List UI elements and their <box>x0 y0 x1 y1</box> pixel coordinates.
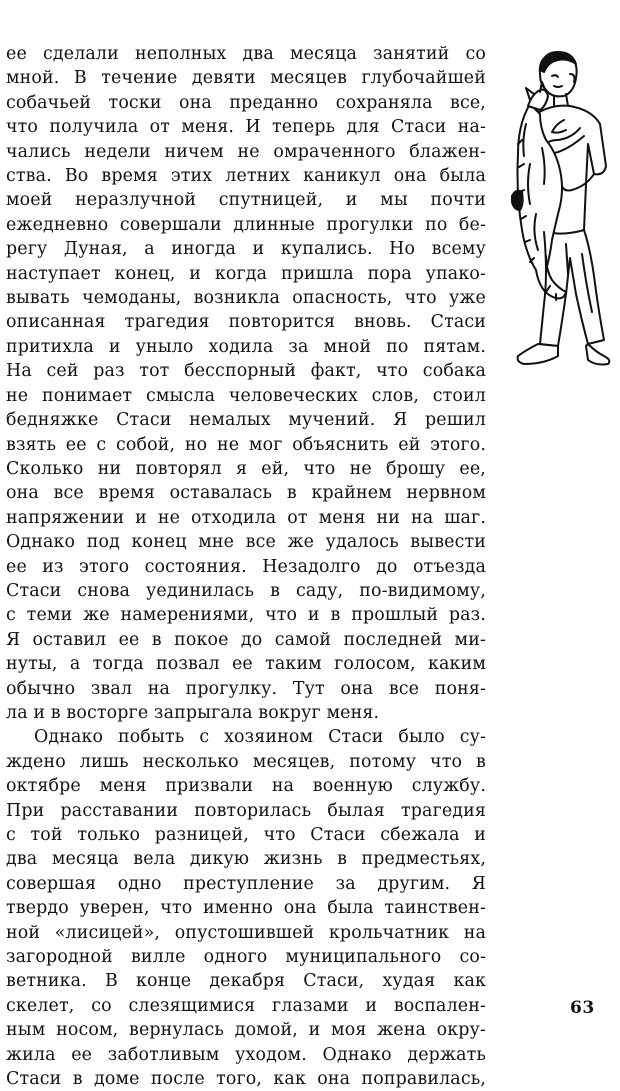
text-line: напряжении и не отходила от меня ни на шаг. <box>6 507 486 528</box>
text-line: регу Дуная, а иногда и купались. Но всему <box>6 239 486 260</box>
text-line: ной «лисицей», опустошившей крольчатник на <box>6 922 486 943</box>
text-line: нуты, а тогда позвал ее таким голосом, каким <box>6 654 486 675</box>
text-line: обычно звал на прогулку. Тут она все поня- <box>6 678 486 699</box>
text-line: что получила от меня. И теперь для Стаси на- <box>6 117 486 138</box>
text-line: Стаси в доме после того, как она поправилась, <box>6 1069 486 1090</box>
text-line: два месяца вела дикую жизнь в предместьях, <box>6 849 486 870</box>
text-line: При расставании повторилась былая трагедия <box>6 800 486 821</box>
text-line: с теми же намерениями, что и в прошлый раз. <box>6 605 486 626</box>
text-line: не понимает смысла человеческих слов, стоил <box>6 385 486 406</box>
text-line: скелет, со слезящимися глазами и воспален- <box>6 995 486 1016</box>
man-holding-dog-illustration <box>500 44 618 374</box>
text-line: бедняжке Стаси немалых мучений. Я решил <box>6 410 486 431</box>
text-line: Однако под конец мне все же удалось вывести <box>6 532 486 553</box>
text-line: с той только разницей, что Стаси сбежала и <box>6 825 486 845</box>
text-line: собачьей тоски она преданно сохраняла все, <box>6 92 486 113</box>
text-line: На сей раз тот бесспорный факт, что собака <box>6 361 486 382</box>
text-line: ее сделали неполных два месяца занятий со <box>6 44 486 64</box>
text-line: ства. Во время этих летних каникул она была <box>6 166 486 187</box>
text-line: вывать чемоданы, возникла опасность, что уже <box>6 288 486 309</box>
text-line: твердо уверен, что именно она была таинствен- <box>6 898 486 919</box>
text-line: Сколько ни повторял я ей, что не брошу ее, <box>6 458 486 479</box>
text-line: ветника. В конце декабря Стаси, худая как <box>6 971 486 992</box>
text-line: наступает конец, и когда пришла пора упако- <box>6 263 486 284</box>
text-line: чались недели ничем не омраченного блажен- <box>6 141 486 162</box>
text-line: притихла и уныло ходила за мной по пятам. <box>6 336 486 357</box>
text-line: мной. В течение девяти месяцев глубочайшей <box>6 68 486 89</box>
text-line: загородной вилле одного муниципального со- <box>6 947 486 968</box>
page-number: 63 <box>570 998 595 1018</box>
text-line: Однако побыть с хозяином Стаси было су- <box>34 727 486 748</box>
text-line: она все время оставалась в крайнем нервном <box>6 483 486 504</box>
text-line: взять ее с собой, но не мог объяснить ей этого. <box>6 434 486 455</box>
text-line: ла и в восторге запрыгала вокруг меня. <box>6 702 380 723</box>
text-line: октябре меня призвали на военную службу. <box>6 776 486 797</box>
text-line: моей неразлучной спутницей, и мы почти <box>6 190 486 211</box>
body-text <box>6 42 486 1091</box>
text-line: совершая одно преступление за другим. Я <box>6 873 486 894</box>
text-line: Стаси снова уединилась в саду, по-видимому, <box>6 580 486 601</box>
text-line: ным носом, вернулась домой, и моя жена окру- <box>6 1020 486 1041</box>
text-line: ее из этого состояния. Незадолго до отъезда <box>6 556 486 577</box>
text-line: ежедневно совершали длинные прогулки по бе- <box>6 214 486 235</box>
text-line: жила ее заботливым уходом. Однако держать <box>6 1044 486 1065</box>
text-line: описанная трагедия повторится вновь. Стаси <box>6 312 486 333</box>
text-line: ждено лишь несколько месяцев, потому что в <box>6 751 486 772</box>
text-line: Я оставил ее в покое до самой последней ми- <box>6 629 486 650</box>
